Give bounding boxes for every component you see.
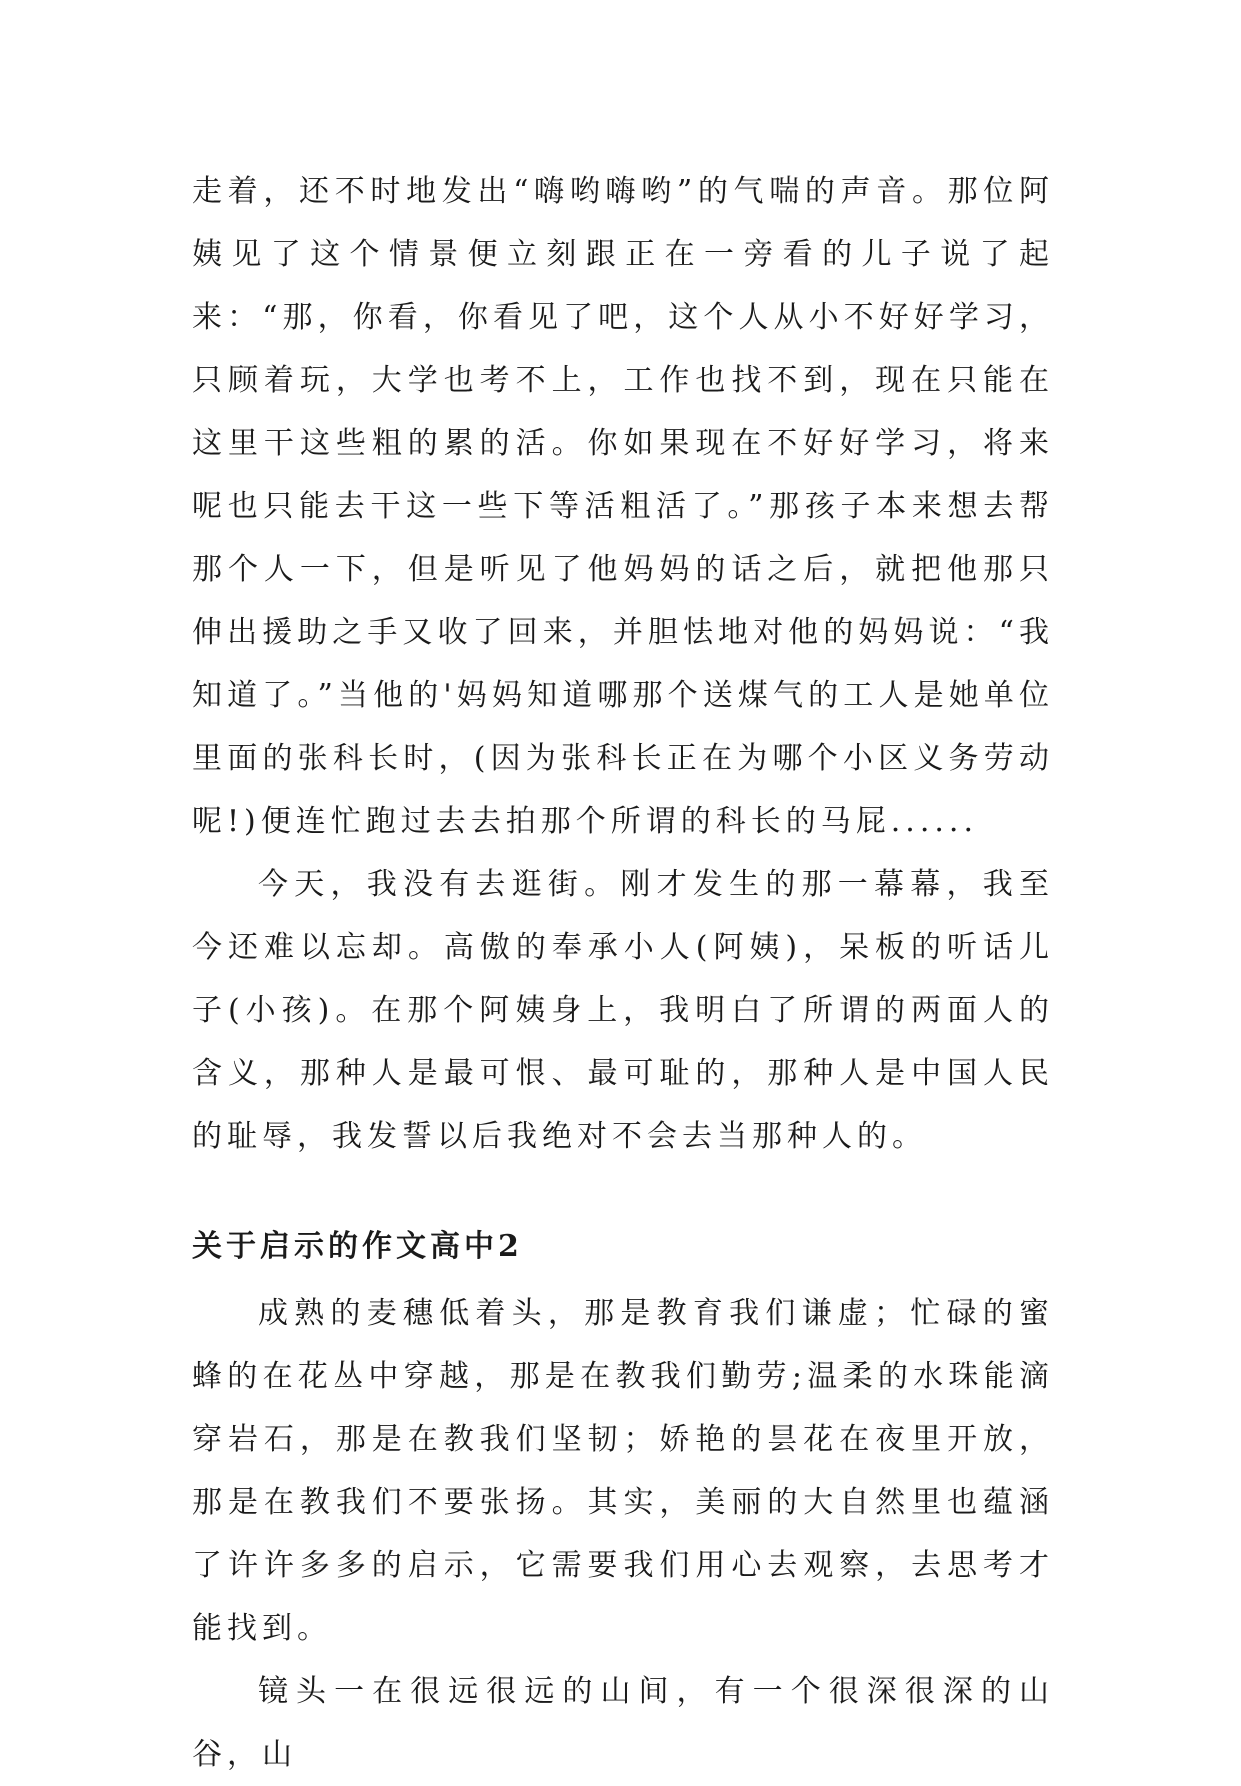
section-heading: 关于启示的作文高中2 [192, 1229, 523, 1264]
body-paragraph-2: 今天，我没有去逛街。刚才发生的那一幕幕，我至今还难以忘却。高傲的奉承小人(阿姨)，呆板的听话儿子(小孩)。在那个阿姨身上，我明白了所谓的两面人的含义，那种人是最可恨、最可耻的，那种人是中国人民的耻辱，我发誓以后我绝对不会去当那种人的。 [192, 867, 1054, 1154]
body-paragraph-1: 走着，还不时地发出“嗨哟嗨哟”的气喘的声音。那位阿姨见了这个情景便立刻跟正在一旁看的儿子说了起来：“那，你看，你看见了吧，这个人从小不好好学习，只顾着玩，大学也考不上，工作也找不到，现在只能在这里干这些粗的累的活。你如果现在不好好学习，将来呢也只能去干这一些下等活粗活了。”那孩子本来想去帮那个人一下，但是听见了他妈妈的话之后，就把他那只伸出援助之手又收了回来，并胆怯地对他的妈妈说：“我知道了。”当他的'妈妈知道哪那个送煤气的工人是她单位里面的张科长时，(因为张科长正在为哪个小区义务劳动呢!)便连忙跑过去去拍那个所谓的科长的马屁...... [192, 174, 1054, 839]
body-paragraph-4: 镜头一在很远很远的山间，有一个很深很深的山谷，山 [192, 1674, 1054, 1772]
document-page [192, 160, 1054, 1786]
body-paragraph-3: 成熟的麦穗低着头，那是教育我们谦虚；忙碌的蜜蜂的在花丛中穿越，那是在教我们勤劳;温柔的水珠能滴穿岩石，那是在教我们坚韧；娇艳的昙花在夜里开放，那是在教我们不要张扬。其实，美丽的大自然里也蕴涵了许许多多的启示，它需要我们用心去观察，去思考才能找到。 [192, 1296, 1054, 1646]
